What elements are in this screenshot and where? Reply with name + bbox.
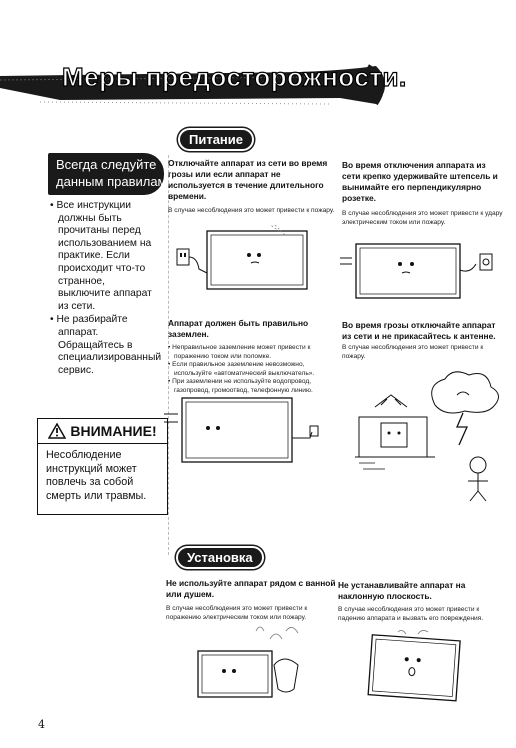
always-follow-list (50, 200, 160, 378)
list-item: • Все инструкции должны быть прочитаны перед использованием на практике. Если происходит что-то странное, выключите аппарат из сети. (50, 200, 160, 313)
section-title-installation: Установка (176, 546, 264, 569)
list-item: • При заземлении не используйте водопровод, газопровод, громоотвод, телефонную линию. (168, 378, 336, 395)
block-bullets (168, 344, 336, 396)
block-heading: Не используйте аппарат рядом с ванной или душем. (166, 578, 336, 599)
tv-illustration-icon (336, 240, 496, 302)
block-text: В случае несоблюдения это может привести к удару электрическим током или пожару. (342, 210, 503, 226)
block-text: В случае несоблюдения это может привести к падению аппарата и вызвать его повреждения. (338, 606, 484, 622)
block-text: В случае несоблюдения это может привести к поражению электрическим током или пожару. (166, 605, 308, 621)
always-follow-line2: данным правилам (56, 174, 167, 189)
warning-text: Несоблюдение инструкций может повлечь за собой смерть или травмы. (46, 449, 147, 502)
block-heading: Во время отключения аппарата из сети крепко удерживайте штепсель и вынимайте его перпендикулярно розетке. (342, 160, 498, 203)
list-item: • Неправильное заземление может привести к поражению током или поломке. (168, 344, 336, 361)
block-heading: Отключайте аппарат из сети во время грозы или если аппарат не используется в течение длительного времени. (168, 158, 328, 201)
tv-illustration-icon (175, 225, 325, 297)
block-heading: Во время грозы отключайте аппарат из сети и не прикасайтесь к антенне. (342, 320, 496, 341)
tv-illustration-icon (362, 628, 472, 712)
always-follow-line1: Всегда следуйте (56, 157, 157, 172)
warning-triangle-icon (48, 423, 66, 439)
section-title-power: Питание (178, 128, 254, 151)
tv-illustration-icon (190, 625, 310, 703)
page-title: Меры предосторожности. (62, 62, 407, 92)
page-number: 4 (38, 718, 45, 731)
block-heading: Аппарат должен быть правильно заземлен. (168, 318, 309, 339)
always-follow-badge (48, 153, 167, 195)
tv-illustration-icon (160, 392, 330, 472)
person-icon (460, 455, 500, 503)
list-item: • Если правильное заземление невозможно, используйте «автоматический выключатель». (168, 361, 336, 378)
warning-header (37, 418, 168, 444)
warning-title: ВНИМАНИЕ! (70, 422, 157, 439)
list-item: • Не разбирайте аппарат. Обращайтесь в специализированный сервис. (50, 314, 160, 377)
block-heading: Не устанавливайте аппарат на наклонную плоскость. (338, 580, 466, 601)
block-text: В случае несоблюдения это может привести к пожару. (342, 344, 484, 360)
block-text: В случае несоблюдения это может привести к пожару. (168, 207, 335, 214)
